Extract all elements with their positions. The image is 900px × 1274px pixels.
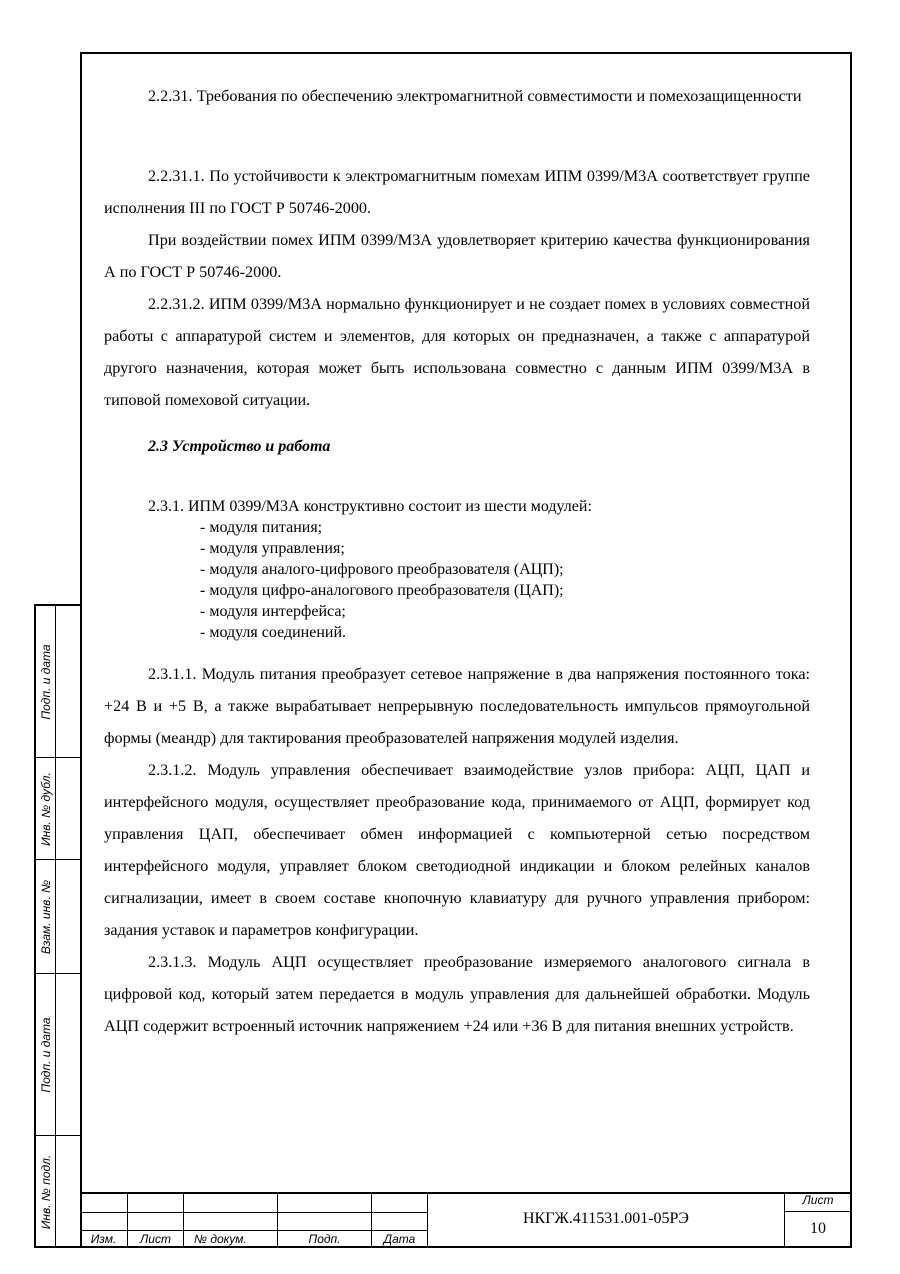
paragraph-2-3-1-1: 2.3.1.1. Модуль питания преобразует сетевое напряжение в два напряжения постоянного тока: +24 В и +5 В, а также вырабатывает непрерывную последовательность импульсов прямоугольной формы (меандр) для тактирования преобразователей напряжения модулей изделия. bbox=[104, 665, 810, 747]
section-2-2-31-body bbox=[104, 160, 810, 416]
stamp-cell-original-inv bbox=[36, 1136, 80, 1248]
paragraph-2-3-1-3: 2.3.1.3. Модуль АЦП осуществляет преобразование измеряемого аналогового сигнала в цифровой код, который затем передается в модуль управления для дальнейшей обработки. Модуль АЦП содержит встроенный источник напряжением +24 или +36 В для питания внешних устройств. bbox=[104, 953, 810, 1035]
list-item: - модуля аналого-цифрового преобразователя (АЦП); bbox=[200, 561, 564, 578]
stamp-label: Инв. № подл. bbox=[38, 1154, 53, 1230]
module-list bbox=[148, 496, 592, 643]
paragraph-2-2-31-1b: При воздействии помех ИПМ 0399/М3А удовлетворяет критерию качества функционирования А по ГОСТ Р 50746-2000. bbox=[104, 231, 810, 281]
stamp-label: Подп. и дата bbox=[38, 643, 53, 720]
stamp-label: Инв. № дубл. bbox=[38, 771, 53, 846]
stamp-cell-duplicate-inv bbox=[36, 758, 80, 860]
col-signature: Подп. bbox=[308, 1232, 341, 1246]
stamp-cell-signature-date-2 bbox=[36, 974, 80, 1136]
stamp-label: Взам. инв. № bbox=[38, 879, 53, 954]
side-stamp-column bbox=[34, 604, 80, 1248]
paragraph-2-3-1: 2.3.1. ИПМ 0399/М3А конструктивно состоит из шести модулей: bbox=[148, 498, 592, 515]
title-block bbox=[80, 1192, 852, 1248]
stamp-label: Подп. и дата bbox=[38, 1016, 53, 1093]
paragraph-2-3-1-2: 2.3.1.2. Модуль управления обеспечивает взаимодействие узлов прибора: АЦП, ЦАП и интерфейсного модуля, осуществляет преобразование кода, принимаемого от АЦП, формирует код управления ЦАП, обеспечивает обмен информацией с компьютерной сетью посредством интерфейсного модуля, управляет блоком светодиодной индикации и блоком релейных каналов сигнализации, имеет в своем составе кнопочную клавиатуру для ручного управления прибором: задания уставок и параметров конфигурации. bbox=[104, 761, 810, 939]
col-list: Лист bbox=[140, 1232, 171, 1246]
stamp-cell-signature-date-1 bbox=[36, 606, 80, 758]
paragraph-2-2-31-2: 2.2.31.2. ИПМ 0399/М3А нормально функционирует и не создает помех в условиях совместной работы с аппаратурой систем и элементов, для которых он предназначен, а также с аппаратурой другого назначения, которая может быть использована совместно с данным ИПМ 0399/М3А в типовой помеховой ситуации. bbox=[104, 295, 810, 409]
col-date: Дата bbox=[383, 1232, 416, 1246]
sheet-label: Лист bbox=[802, 1193, 834, 1207]
list-item: - модуля питания; bbox=[200, 519, 323, 536]
col-izm: Изм. bbox=[90, 1232, 117, 1246]
list-item: - модуля соединений. bbox=[200, 624, 347, 641]
stamp-cell-replacement-inv bbox=[36, 860, 80, 974]
section-2-2-31 bbox=[104, 80, 810, 112]
list-item: - модуля цифро-аналогового преобразователя (ЦАП); bbox=[200, 582, 564, 599]
list-item: - модуля интерфейса; bbox=[200, 603, 346, 620]
sheet-number: 10 bbox=[810, 1220, 826, 1237]
document-code: НКГЖ.411531.001-05РЭ bbox=[522, 1210, 689, 1227]
section-2-3-1-body bbox=[104, 658, 810, 1042]
col-document-number: № докум. bbox=[194, 1232, 247, 1246]
section-title-2-2-31: 2.2.31. Требования по обеспечению электромагнитной совместимости и помехозащищенности bbox=[148, 87, 802, 105]
heading-2-3: 2.3 Устройство и работа bbox=[148, 438, 331, 455]
paragraph-2-2-31-1: 2.2.31.1. По устойчивости к электромагнитным помехам ИПМ 0399/М3А соответствует группе исполнения III по ГОСТ Р 50746-2000. bbox=[104, 167, 810, 217]
list-item: - модуля управления; bbox=[200, 540, 345, 557]
